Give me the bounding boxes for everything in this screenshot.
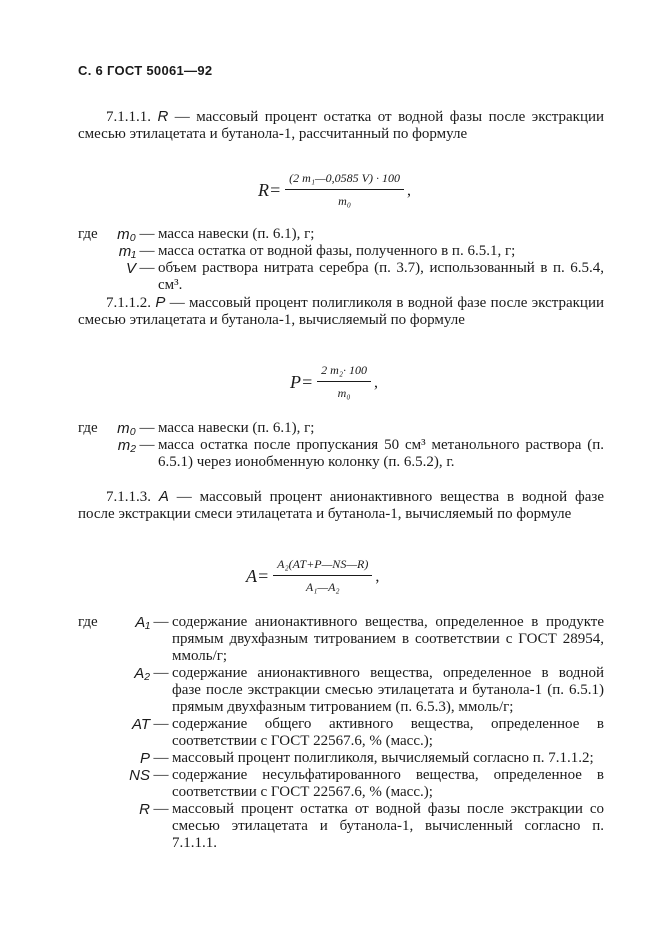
definition-symbol: P [139, 750, 150, 767]
definition-symbol: V [125, 260, 136, 277]
definition-row [78, 716, 604, 750]
where-word: где [78, 614, 98, 630]
definition-text: масса остатка после пропускания 50 см³ метанольного раствора (п. 6.5.1) через ионобменную колонку (п. 6.5.2), г. [158, 437, 604, 470]
formula-numerator: (2 m₁—0,0585 V) · 100 [285, 170, 404, 190]
definition-dash: — [139, 420, 155, 436]
formula-numerator: A₂(AT+P—NS—R) [273, 556, 372, 576]
paragraph-7-1-1-2 [78, 294, 604, 329]
definition-text: масса навески (п. 6.1), г; [158, 226, 315, 242]
definition-row [78, 226, 604, 243]
definition-dash: — [139, 437, 155, 453]
formula-denominator: m₀ [337, 386, 351, 400]
definition-dash: — [153, 801, 169, 817]
definition-symbol: NS [129, 767, 150, 784]
page-header: С. 6 ГОСТ 50061—92 [78, 63, 213, 78]
clause-symbol: P [155, 294, 166, 311]
definition-row [78, 614, 604, 665]
definition-dash: — [139, 243, 155, 259]
clause-text: — массовый процент анионактивного вещества в водной фазе после экстракции смеси этилацетата и бутанола-1, вычисляемый по формуле [78, 489, 605, 522]
definition-text: массовый процент полигликоля, вычисляемый согласно п. 7.1.1.2; [172, 750, 594, 766]
definition-text: массовый процент остатка от водной фазы после экстракции со смесью этилацетата и бутанола-1, вычисленный согласно п. 7.1.1.1. [172, 801, 604, 851]
clause-text: — массовый процент остатка от водной фазы после экстракции смесью этилацетата и бутанола-1, рассчитанный по формуле [78, 109, 605, 142]
clause-number: 7.1.1.2. [106, 295, 151, 311]
where-list-1 [78, 226, 604, 294]
clause-number: 7.1.1.3. [106, 489, 151, 505]
formula-numerator: 2 m₂· 100 [317, 362, 371, 382]
formula-denominator: m₀ [338, 194, 351, 208]
definition-text: содержание общего активного вещества, определенное в соответствии с ГОСТ 22567.6, % (масс.); [172, 716, 604, 749]
definition-dash: — [153, 614, 169, 630]
where-word: где [78, 226, 98, 242]
clause-text: — массовый процент полигликоля в водной фазе после экстракции смесью этилацетата и бутанола-1, вычисляемый по формуле [78, 295, 604, 328]
definition-text: содержание анионактивного вещества, определенное в водной фазе после экстракции смесью этилацетата и бутанола-1 (п. 6.5.1) прямым двухфазным титрованием (п. 6.5.3), ммоль/г; [172, 665, 604, 715]
definition-dash: — [139, 226, 155, 242]
definition-symbol: m₀ [117, 420, 136, 437]
definition-symbol: A₁ [135, 614, 150, 631]
definition-row [78, 767, 604, 801]
paragraph-7-1-1-1 [78, 108, 604, 143]
formula-tail: , [374, 373, 378, 391]
formula-r [258, 170, 411, 210]
definition-symbol: m₀ [117, 226, 136, 243]
formula-lhs: P= [290, 371, 314, 392]
where-word: где [78, 420, 98, 436]
definition-text: содержание несульфатированного вещества, определенное в соответствии с ГОСТ 22567.6, % (масс.); [172, 767, 604, 800]
definition-row [78, 750, 604, 767]
formula-p [290, 362, 378, 402]
formula-a [246, 556, 379, 596]
formula-fraction [285, 170, 404, 210]
formula-lhs: R= [258, 179, 282, 200]
clause-symbol: R [157, 108, 169, 125]
where-list-2 [78, 420, 604, 471]
definition-symbol: m₂ [117, 437, 136, 454]
definition-dash: — [139, 260, 155, 276]
definition-row [78, 243, 604, 260]
definition-symbol: AT [131, 716, 150, 733]
definition-row [78, 420, 604, 437]
formula-fraction [317, 362, 371, 402]
definition-dash: — [153, 716, 169, 732]
definition-dash: — [153, 665, 169, 681]
definition-symbol: R [139, 801, 150, 818]
definition-row [78, 437, 604, 471]
definition-text: масса навески (п. 6.1), г; [158, 420, 315, 436]
definition-dash: — [153, 750, 169, 766]
definition-row [78, 801, 604, 852]
definition-text: содержание анионактивного вещества, определенное в продукте прямым двухфазным титрованием в соответствии с ГОСТ 28954, ммоль/г; [172, 614, 604, 664]
formula-lhs: A= [246, 565, 270, 586]
definition-symbol: A₂ [134, 665, 150, 682]
definition-row [78, 260, 604, 294]
formula-denominator: A₁—A₂ [305, 580, 340, 594]
clause-symbol: A [158, 488, 169, 505]
definition-symbol: m₁ [118, 243, 136, 260]
definition-dash: — [153, 767, 169, 783]
formula-tail: , [375, 567, 380, 585]
where-list-3 [78, 614, 604, 852]
formula-tail: , [407, 181, 411, 199]
definition-text: объем раствора нитрата серебра (п. 3.7), использованный в п. 6.5.4, см³. [158, 260, 604, 293]
definition-text: масса остатка от водной фазы, полученного в п. 6.5.1, г; [158, 243, 516, 259]
clause-number: 7.1.1.1. [106, 109, 151, 125]
formula-fraction [273, 556, 372, 596]
definition-row [78, 665, 604, 716]
paragraph-7-1-1-3 [78, 488, 604, 523]
